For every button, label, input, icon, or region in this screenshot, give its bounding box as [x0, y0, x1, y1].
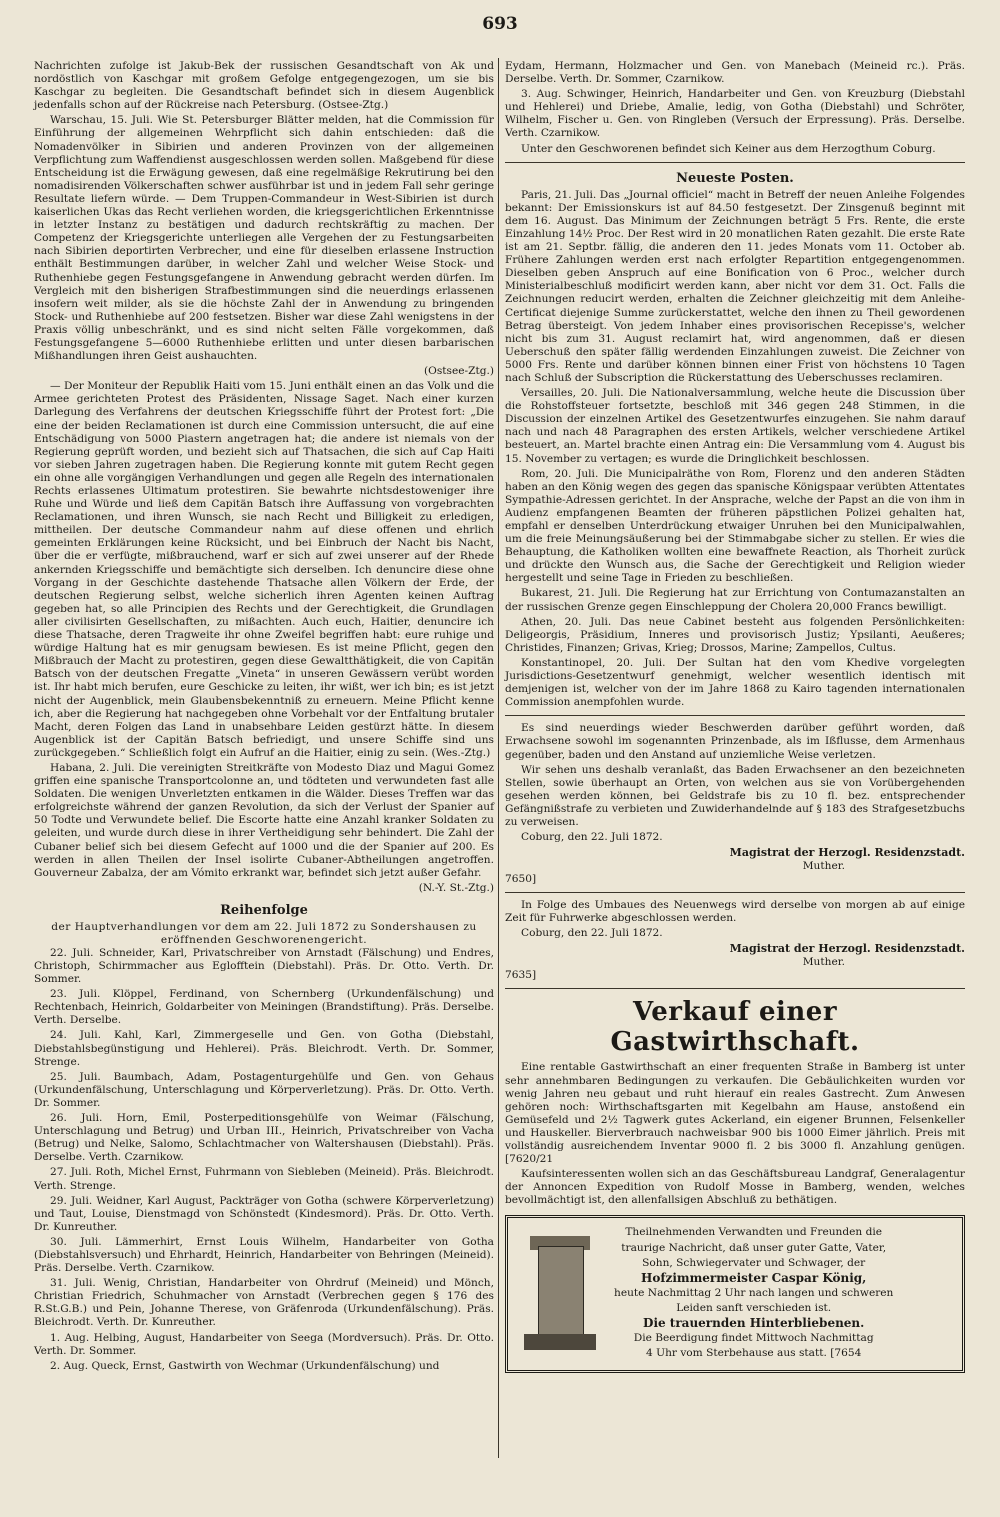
notice-date: Coburg, den 22. Juli 1872. — [521, 831, 663, 844]
news-athen: Athen, 20. Juli. Das neue Cabinet besteht aus folgenden Persönlichkeiten: Deligeorgis, Präsidium, Inneres und provisorisch Justiz; Ypsilanti, Aeußeres; Christides, Finanzen; Grivas, Krieg; Drossos, Marine; Zampellos, Cultus. — [505, 615, 965, 654]
news-paris: Paris, 21. Juli. Das „Journal officiel“ macht in Betreff der neuen Anleihe Folgendes bekannt: Der Emissionskurs ist auf 84.50 festgesetzt. Der Zinsgenuß beginnt mit dem 16. August. Das Minimum der Zeichnungen beträgt 5 Frs. Rente, die erste Einzahlung 14½ Proc. Der Rest wird in 20 monatlichen Raten gezahlt. Die erste Rate ist am 21. Septbr. fällig, die anderen den 11. jedes Monats vom 11. October ab. Frühere Zahlungen werden erst nach erfolgter Repartition entgegengenommen. Dieselben geben Anspruch auf eine Bonification von 6 Proc., welcher durch Ministerialbeschluß modificirt werden kann, aber nicht vor dem 31. Oct. Falls die Zeichnungen reducirt werden, erhalten die Zeichner gleichzeitig mit dem Anleihe-Certificat diejenige Summe zurückerstattet, welche den ihnen zu Theil gewordenen Betrag übersteigt. Von jedem Inhaber eines provisorischen Recepisse's, welcher nicht bis zum 31. August reclamirt hat, wird angenommen, daß er diesen Ueberschuß den später fällig werdenden Einzahlungen zuweist. Die Zeichner von 5000 Frs. Rente und darüber können binnen einer Frist von höchstens 10 Tagen nach Schluß der Subscription die Rückerstattung des Ueberschusses reclamiren. — [505, 188, 965, 384]
ad-sale-heading: Verkauf einer Gastwirthschaft. — [610, 997, 860, 1058]
notice-date: Coburg, den 22. Juli 1872. — [521, 927, 663, 940]
schedule-item: 25. Juli. Baumbach, Adam, Postagenturgehülfe und Gen. von Gehaus (Urkundenfälschung, Unterschlagung und Körperverletzung). Präs. Dr. Otto. Verth. Dr. Sommer. — [34, 1070, 494, 1109]
article-warschau: Warschau, 15. Juli. Wie St. Petersburger Blätter melden, hat die Commission für Einführung der allgemeinen Wehrpflicht sich dahin entschieden: daß die Nomadenvölker in Sibirien und anderen Provinzen von der allgemeinen Verpflichtung zum Waffendienst ausgeschlossen werden sollen. Maßgebend für diese Entscheidung ist die Erwägung gewesen, daß eine regelmäßige Rekrutirung bei den nomadisirenden Völkerschaften schwer ausführbar ist und in jedem Fall sehr geringe Resultate liefern würde. — Dem Truppen-Commandeur in West-Sibirien ist durch kaiserlichen Ukas das Recht verliehen worden, die kriegsgerichtlichen Erkenntnisse in letzter Instanz zu bestätigen und dadurch rechtskräftig zu machen. Der Competenz der Kriegsgerichte unterliegen alle Vergehen der zu Festungsarbeiten nach Sibirien deportirten Verbrecher, und eine für dieselben erlassene Instruction enthält Bestimmungen darüber, in welcher Zahl und welcher Weise Stock- und Ruthenhiebe gegen Festungsgefangene in Anwendung gebracht werden dürfen. Im Vergleich mit den bisherigen Strafbestimmungen sind die neuerdings erlassenen insofern weit milder, als sie die höchste Zahl der in Anwendung zu bringenden Stock- und Ruthenhiebe auf 200 festsetzen. Bisher war diese Zahl wenigstens in der Praxis völlig unbeschränkt, und es sind nicht selten Fälle vorgekommen, daß Festungsgefangene 5—6000 Ruthenhiebe erlitten und unter diesen barbarischen Mißhandlungen ihren Geist aushauchten. — [34, 114, 494, 363]
muther-signature: Muther. — [802, 860, 845, 873]
schedule-item: 26. Juli. Horn, Emil, Posterpeditionsgehülfe von Weimar (Fälschung, Unterschlagung und Betrug) und Urban III., Heinrich, Privatschreiber von Vacha (Betrug) und Nelke, Salomo, Schlachtmacher von Waltershausen (Diebstahl). Präs. Derselbe. Verth. Czarnikow. — [34, 1112, 494, 1164]
ad-sale-text: Eine rentable Gastwirthschaft an einer frequenten Straße in Bamberg ist unter sehr annehmbaren Bedingungen zu verkaufen. Die Gebäulichkeiten wurden vor wenig Jahren neu gebaut und ruht hierauf ein reales Gastrecht. Zum Anwesen gehören noch: Wirthschaftsgarten mit Kegelbahn am Hause, anstoßend ein Gemüsefeld und 2½ Tagwerk gutes Ackerland, ein eigener Brunnen, Felsenkeller und Hauskeller. Bierverbrauch nachweisbar 900 bis 1000 Eimer jährlich. Preis mit vollständig ausreichendem Inventar 9000 fl. 2 bis 3000 fl. Anzahlung genügen. [7620/21 — [505, 1061, 965, 1166]
trial-schedule — [34, 947, 494, 1373]
notice-bathing: Es sind neuerdings wieder Beschwerden darüber geführt worden, daß Erwachsene sowohl im sogenannten Prinzenbade, als im Ißflusse, dem Armenhaus gegenüber, baden und den Anstand auf unziemliche Weise verletzen. — [505, 722, 965, 761]
source-ostsee: (Ostsee-Ztg.) — [424, 365, 494, 378]
notice-bathing-2: Wir sehen uns deshalb veranlaßt, das Baden Erwachsener an den bezeichneten Stellen, sowie überhaupt an Orten, von welchen aus sie von Vorübergehenden gesehen werden können, bei Geldstrafe bis zu 10 fl. bez. entsprechender Gefängnißstrafe zu verbieten und Zuwiderhandelnde auf § 183 des Strafgesetzbuchs zu verweisen. — [505, 763, 965, 828]
schedule-item: 29. Juli. Weidner, Karl August, Packträger von Gotha (schwere Körperverletzung) und Taut, Louise, Dienstmagd von Schönstedt (Kindesmord). Präs. Dr. Otto. Verth. Dr. Kunreuther. — [34, 1194, 494, 1233]
magistrat-signature: Magistrat der Herzogl. Residenzstadt. — [729, 846, 965, 860]
notice-line: Sohn, Schwiegervater und Schwager, der — [642, 1256, 866, 1269]
news-heading: Neueste Posten. — [676, 170, 794, 186]
divider — [505, 162, 965, 163]
news-konstantinopel: Konstantinopel, 20. Juli. Der Sultan hat den vom Khedive vorgelegten Jurisdictions-Gesetzentwurf genehmigt, welcher wesentlich identisch mit demjenigen ist, welcher von der im Jahre 1868 zu Kairo tagenden internationalen Commission anempfohlen wurde. — [505, 656, 965, 709]
article-kaschgar: Nachrichten zufolge ist Jakub-Bek der russischen Gesandtschaft von Ak und nordöstlich von Kaschgar mit großem Gefolge entgegengezogen, um sie bis Kaschgar zu begleiten. Die Gesandtschaft befindet sich in diesem Augenblick jedenfalls schon auf der Rückreise nach Petersburg. (Ostsee-Ztg.) — [34, 60, 494, 112]
gravestone-icon — [516, 1226, 604, 1356]
schedule-item: 27. Juli. Roth, Michel Ernst, Fuhrmann von Siebleben (Meineid). Präs. Bleichrodt. Verth. Strenge. — [34, 1166, 494, 1192]
magistrat-signature: Magistrat der Herzogl. Residenzstadt. — [729, 942, 965, 956]
right-column — [505, 60, 965, 1373]
page-number: 693 — [482, 14, 518, 34]
schedule-item: 24. Juli. Kahl, Karl, Zimmergeselle und Gen. von Gotha (Diebstahl, Diebstahlsbegünstigung und Hehlerei). Präs. Bleichrodt. Verth. Dr. Sommer, Strenge. — [34, 1029, 494, 1068]
schedule-item: 2. Aug. Queck, Ernst, Gastwirth von Wechmar (Urkundenfälschung) und — [50, 1359, 440, 1372]
reihenfolge-subheading: der Hauptverhandlungen vor dem am 22. Juli 1872 zu Sondershausen zu eröffnenden Geschworenengericht. — [51, 920, 477, 946]
jury-note: Unter den Geschworenen befindet sich Keiner aus dem Herzogthum Coburg. — [521, 142, 936, 155]
reihenfolge-heading: Reihenfolge — [220, 902, 308, 918]
notice-line: heute Nachmittag 2 Uhr nach langen und schweren — [614, 1286, 894, 1299]
article-habana: Habana, 2. Juli. Die vereinigten Streitkräfte von Modesto Diaz und Magui Gomez griffen eine spanische Transportcolonne an, und tödteten und verwundeten fast alle Soldaten. Die wenigen Unverletzten entkamen in die Wälder. Dieses Treffen war das erfolgreichste während der ganzen Revolution, da sich der Verlust der Spanier auf 50 Todte und Verwundete belief. Die Escorte hatte eine Anzahl kranker Soldaten zu geleiten, und wurde durch diese in ihrer Vertheidigung sehr behindert. Die Zahl der Cubaner belief sich bei diesem Gefecht auf 1000 und die der Spanier auf 200. Es werden in allen Theilen der Insel isolirte Cubaner-Abtheilungen angetroffen. Gouverneur Zabalza, der am Vómito erkrankt war, befindet sich jetzt außer Gefahr. — [34, 761, 494, 879]
divider — [505, 892, 965, 893]
schedule-item: 23. Juli. Klöppel, Ferdinand, von Schernberg (Urkundenfälschung) und Rechtenbach, Heinrich, Goldarbeiter von Meiningen (Brandstiftung). Präs. Derselbe. Verth. Derselbe. — [34, 988, 494, 1027]
ad-number: 7635] — [505, 969, 537, 982]
notice-line: traurige Nachricht, daß unser guter Gatte, Vater, — [621, 1241, 887, 1254]
notice-road: In Folge des Umbaues des Neuenwegs wird derselbe von morgen ab auf einige Zeit für Fuhrwerke abgeschlossen werden. — [505, 899, 965, 925]
divider — [505, 715, 965, 716]
notice-line: Die trauernden Hinterbliebenen. — [643, 1316, 865, 1331]
schedule-item: 31. Juli. Wenig, Christian, Handarbeiter von Ohrdruf (Meineid) und Mönch, Christian Friedrich, Schuhmacher von Arnstadt (Verbrechen gegen § 176 des R.St.G.B.) und Pein, Johanne Therese, von Gräfenroda (Urkundenfälschung). Präs. Bleichrodt. Verth. Dr. Kunreuther. — [34, 1277, 494, 1329]
left-column — [34, 60, 494, 1375]
column-divider — [498, 58, 499, 1458]
schedule-item: 3. Aug. Schwinger, Heinrich, Handarbeiter und Gen. von Kreuzburg (Diebstahl und Hehlerei) und Driebe, Amalie, ledig, von Gotha (Diebstahl) und Schröter, Wilhelm, Fischer u. Gen. von Ringleben (Versuch der Erpressung). Präs. Derselbe. Verth. Czarnikow. — [505, 88, 965, 140]
schedule-item: 1. Aug. Helbing, August, Handarbeiter von Seega (Mordversuch). Präs. Dr. Otto. Verth. Dr. Sommer. — [34, 1331, 494, 1357]
schedule-continued: Eydam, Hermann, Holzmacher und Gen. von Manebach (Meineid rc.). Präs. Derselbe. Verth. Dr. Sommer, Czarnikow. — [505, 60, 965, 86]
notice-line: Theilnehmenden Verwandten und Freunden die — [625, 1226, 883, 1239]
ad-sale-contact: Kaufsinteressenten wollen sich an das Geschäftsbureau Landgraf, Generalagentur der Annoncen Expedition von Rudolf Mosse in Bamberg, wenden, welches bevollmächtigt ist, den allenfallsigen Abschluß zu bethätigen. — [505, 1168, 965, 1207]
article-haiti: — Der Moniteur der Republik Haiti vom 15. Juni enthält einen an das Volk und die Armee gerichteten Protest des Präsidenten, Nissage Saget. Nach einer kurzen Darlegung des Verfahrens der deutschen Kriegsschiffe führt der Protest fort: „Die eine der beiden Reclamationen ist durch eine Commission untersucht, die auf eine Entschädigung von 5000 Piastern angetragen hat; die andere ist niemals von der Regierung geprüft worden, und bezieht sich auf Thatsachen, die sich auf Cap Haiti vor sieben Jahren zugetragen haben. Die Regierung konnte mit gutem Recht gegen ein ohne alle vorgängigen Verhandlungen und gegen alle Regeln des internationalen Rechts erlassenes Ultimatum protestiren. Sie bewahrte nichtsdestoweniger ihre Ruhe und Würde und ließ dem Capitän Batsch ihre Auffassung von vorgebrachten Reclamationen, und ihren Wunsch, sie nach Recht und Billigkeit zu erledigen, mittheilen. Der deutsche Commandeur nahm auf diese offenen und ehrlich gemeinten Erklärungen keine Rücksicht, und bei Einbruch der Nacht bis Nacht, über die er verfügte, mißbrauchend, warf er sich auf zwei unserer auf der Rhede ankernden Kriegsschiffe und bemächtigte sich derselben. Ich denuncire diese ohne Vorgang in der Geschichte dastehende Thatsache allen Völkern der Erde, der deutschen Regierung selbst, welche sicherlich ihren Agenten keinen Auftrag gegeben hat, so alle Principien des Rechts und der Gerechtigkeit, die Grundlagen aller civilisirten Gesellschaften, zu mißachten. Auch euch, Haitier, denuncire ich diese Thatsache, deren Tragweite ihr ohne Zweifel begriffen habt: eure ruhige und würdige Haltung hat es mir genugsam bewiesen. Es ist meine Pflicht, gegen den Mißbrauch der Macht zu protestiren, gegen diese Gewaltthätigkeit, die von Capitän Batsch von der deutschen Fregatte „Vineta“ in unseren Gewässern verübt worden ist. Ihr habt mich berufen, eure Geschicke zu leiten, ihr wißt, wer ich bin; es ist jetzt nicht der Augenblick, mein Glaubensbekenntniß zu erneuern. Meine Pflicht kenne ich, aber die Regierung hat nachgegeben ohne Vorbehalt vor der Entfaltung brutaler Macht, deren Folgen das Land in unabsehbare Leiden gestürzt hätte. In diesem Augenblick ist der Capitän Batsch befriedigt, und unsere Schiffe sind uns zurückgegeben.“ Schließlich folgt ein Aufruf an die Haitier, einig zu sein. (Wes.-Ztg.) — [34, 380, 494, 759]
notice-line: 4 Uhr vom Sterbehause aus statt. [7654 — [646, 1347, 862, 1360]
muther-signature: Muther. — [802, 956, 845, 969]
divider — [505, 988, 965, 989]
notice-line: Die Beerdigung findet Mittwoch Nachmittag — [633, 1332, 874, 1345]
schedule-item: 30. Juli. Lämmerhirt, Ernst Louis Wilhelm, Handarbeiter von Gotha (Diebstahlsversuch) und Ehrhardt, Heinrich, Handarbeiter von Behringen (Meineid). Präs. Derselbe. Verth. Czarnikow. — [34, 1235, 494, 1275]
news-rom: Rom, 20. Juli. Die Municipalräthe von Rom, Florenz und den anderen Städten haben an den König wegen des gegen das spanische Königspaar verübten Attentates Sympathie-Adressen gerichtet. In der Ansprache, welche der Papst an die von ihm in Audienz empfangenen Beamten der früheren päpstlichen Polizei gehalten hat, empfahl er denselben Unterdrückung etwaiger Unruhen bei den Municipalwahlen, um die freie Meinungsäußerung bei der Stimmabgabe sicher zu stellen. Er wies die Behauptung, die Katholiken wollten eine bewaffnete Reaction, als Thorheit zurück und drückte den Wunsch aus, die Sache der Gerechtigkeit und Religion wieder hergestellt und seine Tage in Frieden zu beschließen. — [505, 467, 965, 585]
news-versailles: Versailles, 20. Juli. Die Nationalversammlung, welche heute die Discussion über die Rohstoffsteuer fortsetzte, beschloß mit 346 gegen 248 Stimmen, in die Discussion der einzelnen Artikel des Gesetzentwurfes einzugehen. Sie nahm darauf nach und nach 48 Paragraphen des ersten Artikels, welcher verschiedene Artikel besteuert, an. Martel brachte einen Antrag ein: Die Versammlung vom 4. August bis 15. November zu vertagen; es wurde die Dringlichkeit beschlossen. — [505, 387, 965, 465]
death-notice — [505, 1215, 965, 1373]
notice-line: Hofzimmermeister Caspar König, — [641, 1270, 867, 1285]
ad-number: 7650] — [505, 873, 537, 886]
schedule-item: 22. Juli. Schneider, Karl, Privatschreiber von Arnstadt (Fälschung) und Endres, Christoph, Schirmmacher aus Eglofftein (Diebstahl). Präs. Dr. Otto. Verth. Dr. Sommer. — [34, 946, 494, 986]
death-notice-text — [614, 1226, 893, 1362]
news-bukarest: Bukarest, 21. Juli. Die Regierung hat zur Errichtung von Contumazanstalten an der russischen Grenze gegen Einschleppung der Cholera 20,000 Francs bewilligt. — [505, 587, 965, 613]
source-nyst: (N.-Y. St.-Ztg.) — [418, 881, 494, 894]
notice-line: Leiden sanft verschieden ist. — [676, 1301, 832, 1314]
